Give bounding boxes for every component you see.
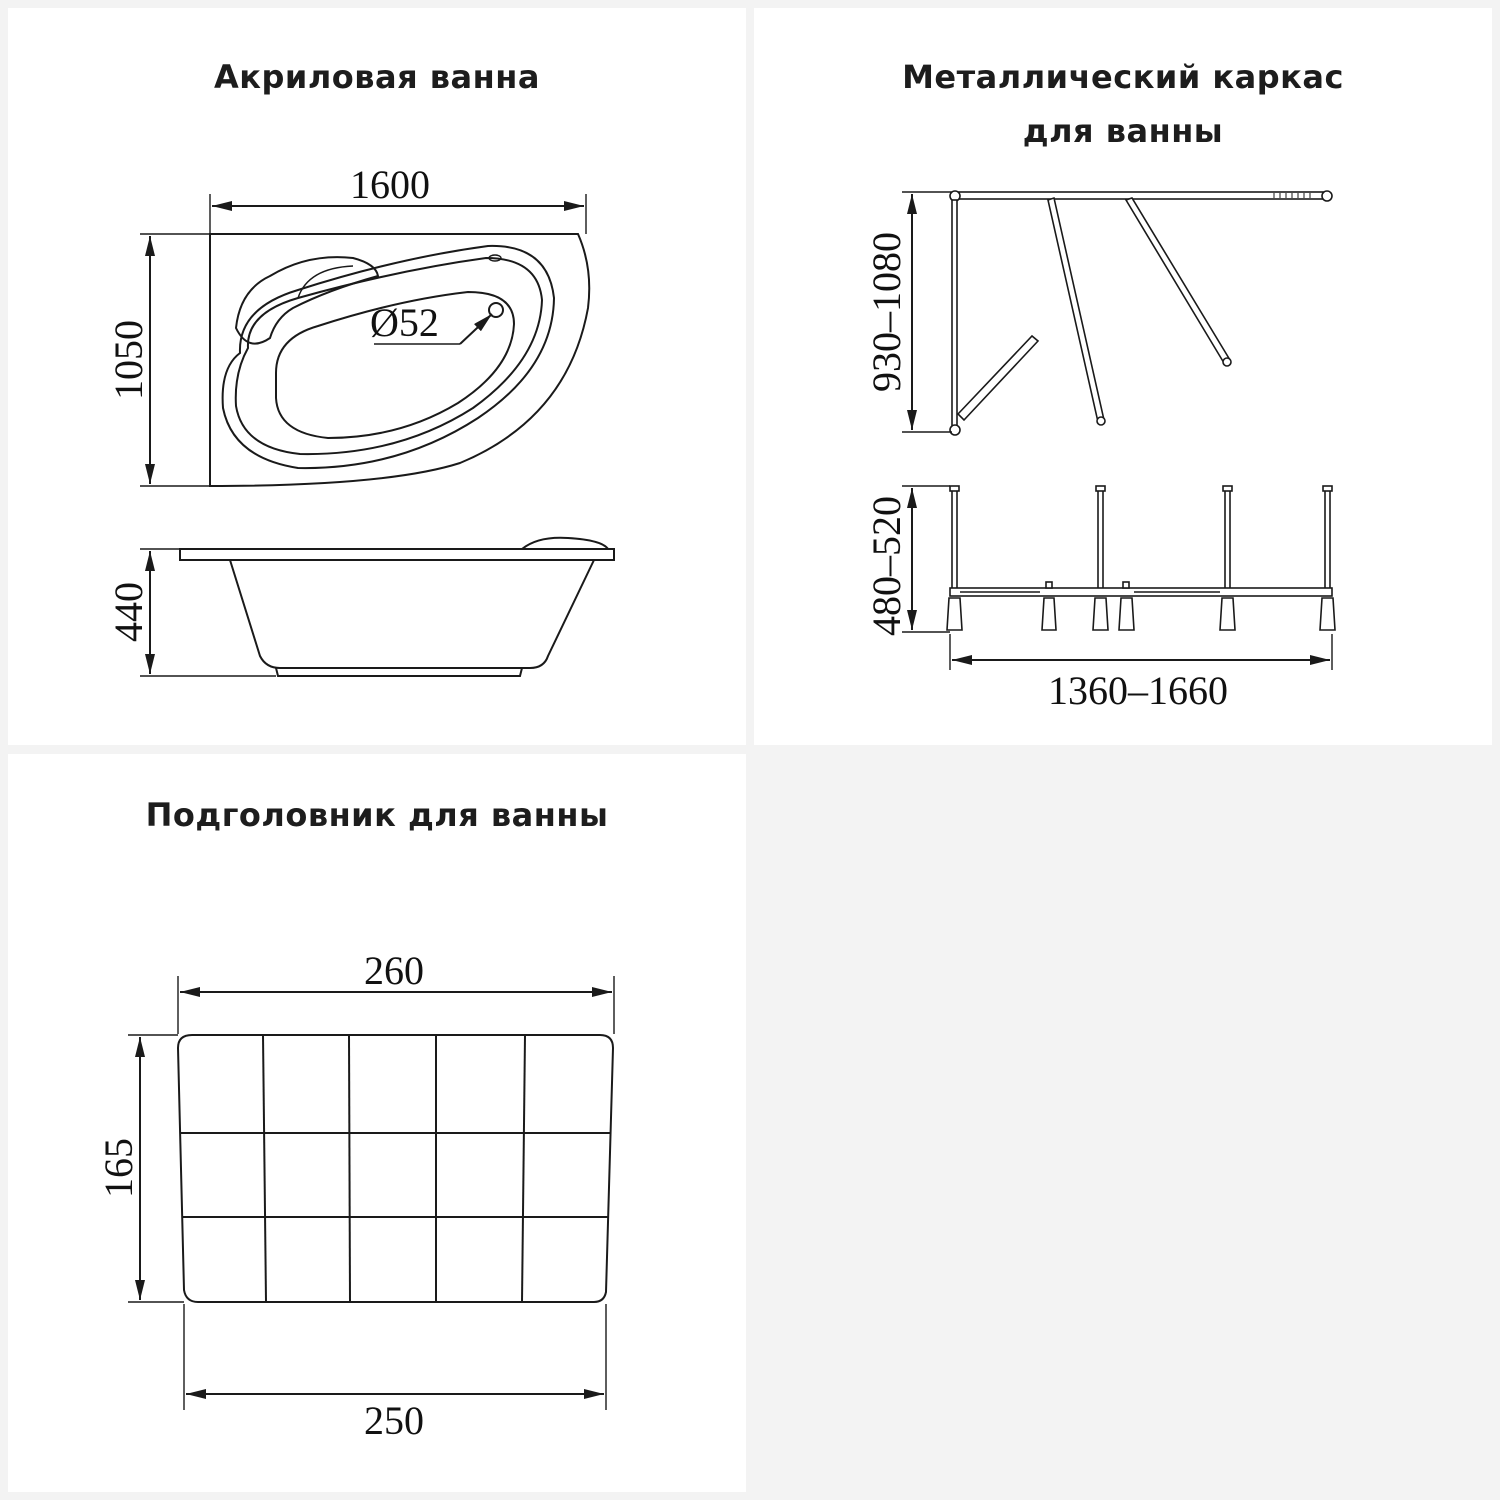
headrest-height-label: 165 bbox=[96, 1138, 141, 1198]
frame-leg-label: 480–520 bbox=[864, 496, 909, 636]
bathtub-panel bbox=[8, 8, 746, 745]
frame-height-label: 930–1080 bbox=[864, 232, 909, 392]
bathtub-depth-dimension bbox=[106, 234, 210, 486]
frame-title-line1: Металлический каркас bbox=[902, 58, 1344, 96]
headrest-top-width-label: 260 bbox=[364, 948, 424, 993]
bathtub-top-view bbox=[210, 234, 589, 486]
headrest-drawing bbox=[8, 754, 746, 1492]
headrest-panel bbox=[8, 754, 746, 1492]
headrest-height-dimension bbox=[96, 1035, 184, 1302]
frame-side-view bbox=[947, 486, 1335, 630]
headrest-title: Подголовник для ванны bbox=[145, 796, 609, 834]
frame-drawing bbox=[754, 8, 1492, 745]
bathtub-drawing bbox=[8, 8, 746, 745]
bathtub-side-view bbox=[180, 538, 614, 676]
bathtub-height-dimension bbox=[106, 549, 276, 676]
headrest-bottom-dimension bbox=[184, 1304, 606, 1443]
bathtub-height-label: 440 bbox=[106, 582, 151, 642]
headrest-bottom-width-label: 250 bbox=[364, 1398, 424, 1443]
drain-diameter-label: Ø52 bbox=[370, 300, 439, 345]
frame-length-label: 1360–1660 bbox=[1048, 668, 1228, 713]
bathtub-width-dimension bbox=[210, 162, 586, 234]
frame-top-view bbox=[950, 191, 1332, 435]
headrest-shape bbox=[178, 1035, 613, 1302]
frame-leg-dimension bbox=[864, 486, 950, 636]
frame-panel bbox=[754, 8, 1492, 745]
frame-height-dimension bbox=[864, 192, 952, 432]
bathtub-depth-label: 1050 bbox=[106, 320, 151, 400]
bathtub-title: Акриловая ванна bbox=[214, 58, 540, 96]
headrest-top-dimension bbox=[178, 948, 614, 1034]
bathtub-width-label: 1600 bbox=[350, 162, 430, 207]
frame-title-line2: для ванны bbox=[1022, 112, 1224, 150]
frame-length-dimension bbox=[950, 634, 1332, 713]
